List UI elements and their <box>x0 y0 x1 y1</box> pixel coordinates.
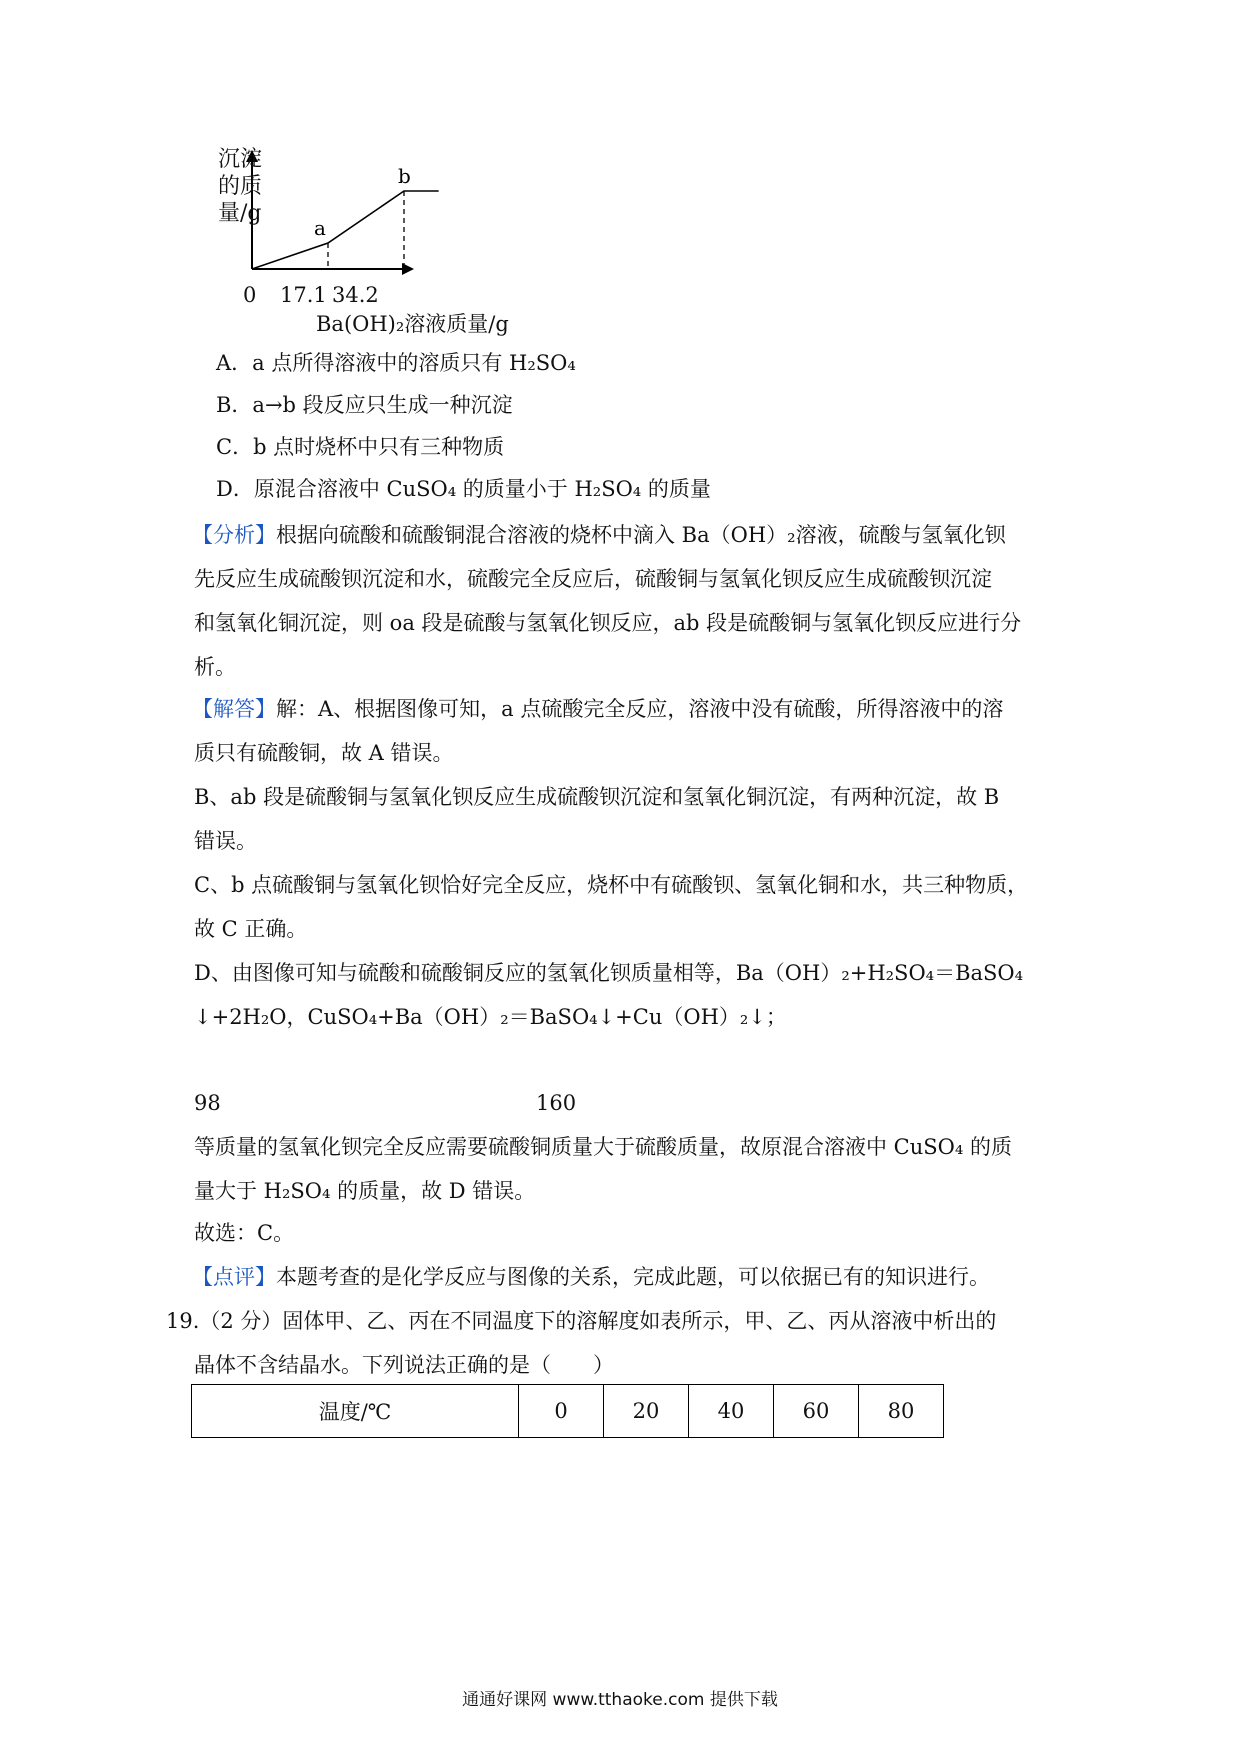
analysis-tag: 【分析】 <box>192 523 276 547</box>
y-axis-label-3: 量/g <box>218 201 262 226</box>
answer-line-3: B、ab 段是硫酸铜与氢氧化钡反应生成硫酸钡沉淀和氢氧化铜沉淀，有两种沉淀，故 B <box>194 785 1000 809</box>
analysis-line-4: 析。 <box>194 655 236 679</box>
option-a: A．a 点所得溶液中的溶质只有 H₂SO₄ <box>216 351 576 375</box>
series-line <box>252 191 439 269</box>
y-axis-label-2: 的质 <box>218 174 263 199</box>
table-header-cell: 20 <box>604 1385 689 1438</box>
option-b: B．a→b 段反应只生成一种沉淀 <box>216 393 513 417</box>
table-row <box>192 1385 944 1438</box>
analysis-line-1 <box>192 520 1006 550</box>
label-point-a: a <box>314 216 326 240</box>
analysis-line-2: 先反应生成硫酸钡沉淀和水，硫酸完全反应后，硫酸铜与氢氧化钡反应生成硫酸钡沉淀 <box>194 567 992 591</box>
q19-line-1: 19.（2 分）固体甲、乙、丙在不同温度下的溶解度如表所示，甲、乙、丙从溶液中析出的 <box>166 1309 997 1333</box>
tick-17-1: 17.1 <box>280 283 327 307</box>
answer-text-1: 解：A、根据图像可知，a 点硫酸完全反应，溶液中没有硫酸，所得溶液中的溶 <box>276 697 1004 721</box>
analysis-text-1: 根据向硫酸和硫酸铜混合溶液的烧杯中滴入 Ba（OH）₂溶液，硫酸与氢氧化钡 <box>276 523 1006 547</box>
answer-line-11: 故选：C。 <box>194 1221 295 1245</box>
answer-tag: 【解答】 <box>192 697 276 721</box>
option-c: C．b 点时烧杯中只有三种物质 <box>216 435 505 459</box>
label-point-b: b <box>398 164 411 188</box>
table-header-cell: 0 <box>519 1385 604 1438</box>
y-axis-label-1: 沉淀 <box>218 147 263 172</box>
answer-num-98: 98 <box>194 1091 221 1115</box>
page-footer: 通通好课网 www.tthaoke.com 提供下载 <box>462 1690 778 1710</box>
chart-axes <box>246 150 414 275</box>
answer-line-5: C、b 点硫酸铜与氢氧化钡恰好完全反应，烧杯中有硫酸钡、氢氧化铜和水，共三种物质， <box>194 873 1029 897</box>
x-axis-label: Ba(OH)₂溶液质量/g <box>316 312 509 336</box>
analysis-line-3: 和氢氧化铜沉淀，则 oa 段是硫酸与氢氧化钡反应，ab 段是硫酸铜与氢氧化钡反应进行分 <box>194 611 1022 635</box>
answer-line-1 <box>192 694 1003 724</box>
table-header-temp: 温度/℃ <box>192 1385 519 1438</box>
review-line <box>192 1262 990 1292</box>
answer-line-7: D、由图像可知与硫酸和硫酸铜反应的氢氧化钡质量相等，Ba（OH）₂+H₂SO₄＝BaSO₄ <box>194 961 1024 985</box>
table-header-cell: 40 <box>689 1385 774 1438</box>
precipitate-chart <box>210 150 570 380</box>
answer-line-4: 错误。 <box>194 829 257 853</box>
answer-num-160: 160 <box>536 1091 577 1115</box>
answer-line-10: 量大于 H₂SO₄ 的质量，故 D 错误。 <box>194 1179 536 1203</box>
solubility-table <box>191 1384 944 1438</box>
table-header-cell: 60 <box>774 1385 859 1438</box>
option-d: D．原混合溶液中 CuSO₄ 的质量小于 H₂SO₄ 的质量 <box>216 477 711 501</box>
tick-34-2: 34.2 <box>332 283 379 307</box>
tick-origin-label: 0 <box>243 283 257 307</box>
answer-line-2: 质只有硫酸铜，故 A 错误。 <box>194 741 454 765</box>
review-text: 本题考查的是化学反应与图像的关系，完成此题，可以依据已有的知识进行。 <box>276 1265 990 1289</box>
answer-line-6: 故 C 正确。 <box>194 917 308 941</box>
answer-line-8: ↓+2H₂O，CuSO₄+Ba（OH）₂＝BaSO₄↓+Cu（OH）₂↓； <box>194 1005 787 1029</box>
review-tag: 【点评】 <box>192 1265 276 1289</box>
answer-line-9: 等质量的氢氧化钡完全反应需要硫酸铜质量大于硫酸质量，故原混合溶液中 CuSO₄ 的质 <box>194 1135 1012 1159</box>
q19-line-2: 晶体不含结晶水。下列说法正确的是（ ） <box>194 1353 614 1377</box>
table-header-cell: 80 <box>859 1385 944 1438</box>
